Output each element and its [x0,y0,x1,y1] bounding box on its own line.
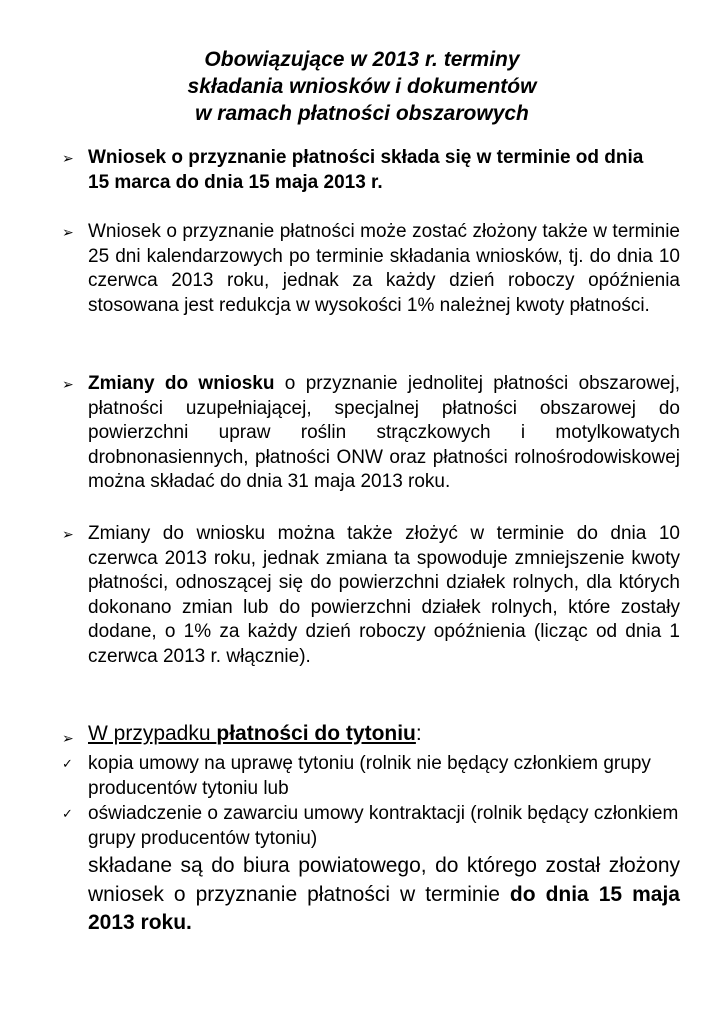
late-submission-text: Wniosek o przyznanie płatności może zostać złożony także w terminie 25 dni kalendarzowych po terminie składania wniosków, tj. do dnia 10 czerwca 2013 roku, jednak za każdy dzień roboczy opóźnienia stosowana jest redukcja w wysokości 1% należnej kwoty płatności. [88,221,680,316]
late-submission-item [88,220,680,318]
tobacco-declaration-item [88,802,680,851]
arrow-bullet-icon: ➢ [62,224,74,240]
tobacco-prefix: W przypadku [88,722,217,745]
late-changes-item [88,522,680,670]
tobacco-contract-copy-text: kopia umowy na uprawę tytoniu (rolnik nie będący członkiem grupy producentów tytoniu lub [88,753,651,799]
late-changes-text: Zmiany do wniosku można także złożyć w terminie do dnia 10 czerwca 2013 roku, jednak zmiana ta spowoduje zmniejszenie kwoty płatności, odnoszącej się do powierzchni działek rolnych, dla których dokonano zmian lub do powierzchni działek rolnych, które zostały dodane, o 1% za każdy dzień roboczy opóźnienia (licząc od dnia 1 czerwca 2013 r. włącznie). [88,523,680,667]
submission-office-text: składane są do biura powiatowego, do którego został złożony wniosek o przyznanie płatności w terminie [88,854,680,906]
document-title [0,46,724,127]
check-bullet-icon: ✓ [62,806,73,821]
submission-office-note [88,852,680,938]
deadline-main-line-a: Wniosek o przyznanie płatności składa się w terminie od dnia [88,147,644,168]
tobacco-bold: płatności do tytoniu [216,722,416,745]
changes-bold: Zmiany do wniosku [88,373,275,394]
deadline-item-main [88,146,680,195]
title-line-3: w ramach płatności obszarowych [195,102,529,125]
title-line-2: składania wniosków i dokumentów [187,75,537,98]
changes-item [88,372,680,495]
tobacco-item [88,722,680,747]
changes-text: o przyznanie jednolitej płatności obszarowej, płatności uzupełniającej, specjalnej płatności obszarowej do powierzchni upraw roślin strączkowych i motylkowatych drobnonasiennych, płatności ONW oraz płatności rolnośrodowiskowej można składać do dnia 31 maja 2013 roku. [88,373,680,493]
tobacco-contract-copy-item [88,752,680,801]
arrow-bullet-icon: ➢ [62,376,74,392]
arrow-bullet-icon: ➢ [62,730,74,746]
deadline-main-line-b: 15 marca do dnia 15 maja 2013 r. [88,171,383,193]
check-bullet-icon: ✓ [62,756,73,771]
title-line-1: Obowiązujące w 2013 r. terminy [204,48,520,71]
submission-office-deadline: do dnia 15 maja 2013 roku. [88,882,680,934]
tobacco-declaration-text: oświadczenie o zawarciu umowy kontraktacji (rolnik będący członkiem grupy producentów tytoniu) [88,803,679,849]
arrow-bullet-icon: ➢ [62,526,74,542]
tobacco-suffix: : [415,722,422,745]
arrow-bullet-icon: ➢ [62,150,74,166]
